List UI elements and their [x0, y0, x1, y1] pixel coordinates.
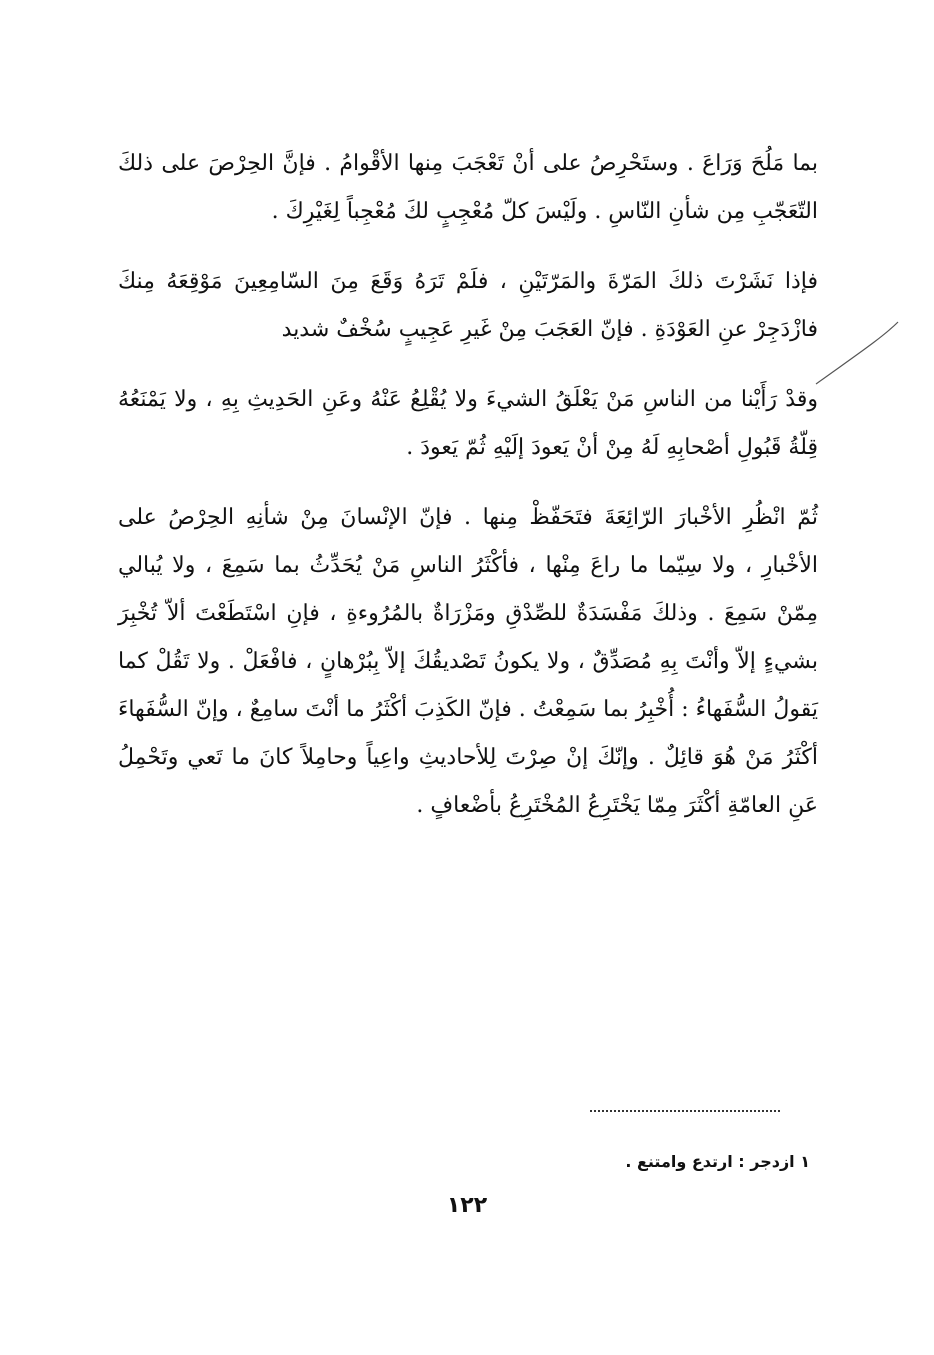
- body-text: [118, 140, 818, 852]
- footnote-separator: [590, 1110, 780, 1112]
- paragraph-1: بما مَلُحَ وَرَاعَ . وستَحْرِصُ على أنْ تَعْجَبَ مِنها الأقْوامُ . فإنَّ الحِرْصَ على ذلكَ التّعَجّبِ مِن شأنِ النّاسِ . ولَيْسَ كلّ مُعْجِبٍ لكَ مُعْجِباً لِغَيْرِكَ .: [118, 151, 818, 224]
- footnote: ١ ازدجر : ارتدع وامتنع .: [625, 1152, 810, 1171]
- page-number: ١٢٢: [446, 1193, 488, 1218]
- margin-pen-mark: [812, 318, 902, 388]
- paragraph-3: وقدْ رَأَيْنا من الناسِ مَنْ يَعْلَقُ الشيءَ ولا يُقْلِعُ عَنْهُ وعَنِ الحَدِيثِ بِهِ ، ولا يَمْنَعُهُ قِلّةُ قَبُولِ أصْحابِهِ لَهُ مِنْ أنْ يَعودَ إلَيْهِ ثُمّ يَعودَ .: [118, 387, 818, 460]
- paragraph-4: ثُمّ انْظُرِ الأخْبارَ الرّائِعَةَ فتَحَفّظْ مِنها . فإنّ الإنْسانَ مِنْ شأنِهِ الحِرْصُ على الأخْبارِ ، ولا سِيّما ما راعَ مِنْها ، فأكْثَرُ الناسِ مَنْ يُحَدِّثُ بما سَمِعَ ، ولا يُبالي مِمّنْ سَمِعَ . وذلكَ مَفْسَدَةٌ للصِّدْقِ ومَزْرَاةٌ بالمُرُوءةِ ، فإنِ اسْتَطَعْتَ ألاّ تُخْبِرَ بشيءٍ إلاّ وأنْتَ بِهِ مُصَدِّقٌ ، ولا يكونُ تَصْديقُكَ إلاّ بِبُرْهانٍ ، فافْعَلْ . ولا تَقُلْ كما يَقولُ السُّفَهاءُ : أُخْبِرُ بما سَمِعْتُ . فإنّ الكَذِبَ أكْثَرُ ما أنْتَ سامِعٌ ، وإنّ السُّفَهاءَ أكْثَرُ مَنْ هُوَ قائِلٌ . وإنّكَ إنْ صِرْتَ لِلأحاديثِ واعِياً وحامِلاً كانَ ما تَعي وتَحْمِلُ عَنِ العامّةِ أكْثَرَ مِمّا يَخْتَرِعُ المُخْتَرِعُ بأضْعافٍ .: [118, 505, 818, 818]
- paragraph-2: فإذا نَشَرْتَ ذلكَ المَرّةَ والمَرّتَيْنِ ، فلَمْ تَرَهُ وَقَعَ مِنَ السّامِعِينَ مَوْقِعَهُ مِنكَ فازْدَجِرْ عنِ العَوْدَةِ . فإنّ العَجَبَ مِنْ غَيرِ عَجِيبٍ سُخْفٌ شديد: [118, 269, 818, 342]
